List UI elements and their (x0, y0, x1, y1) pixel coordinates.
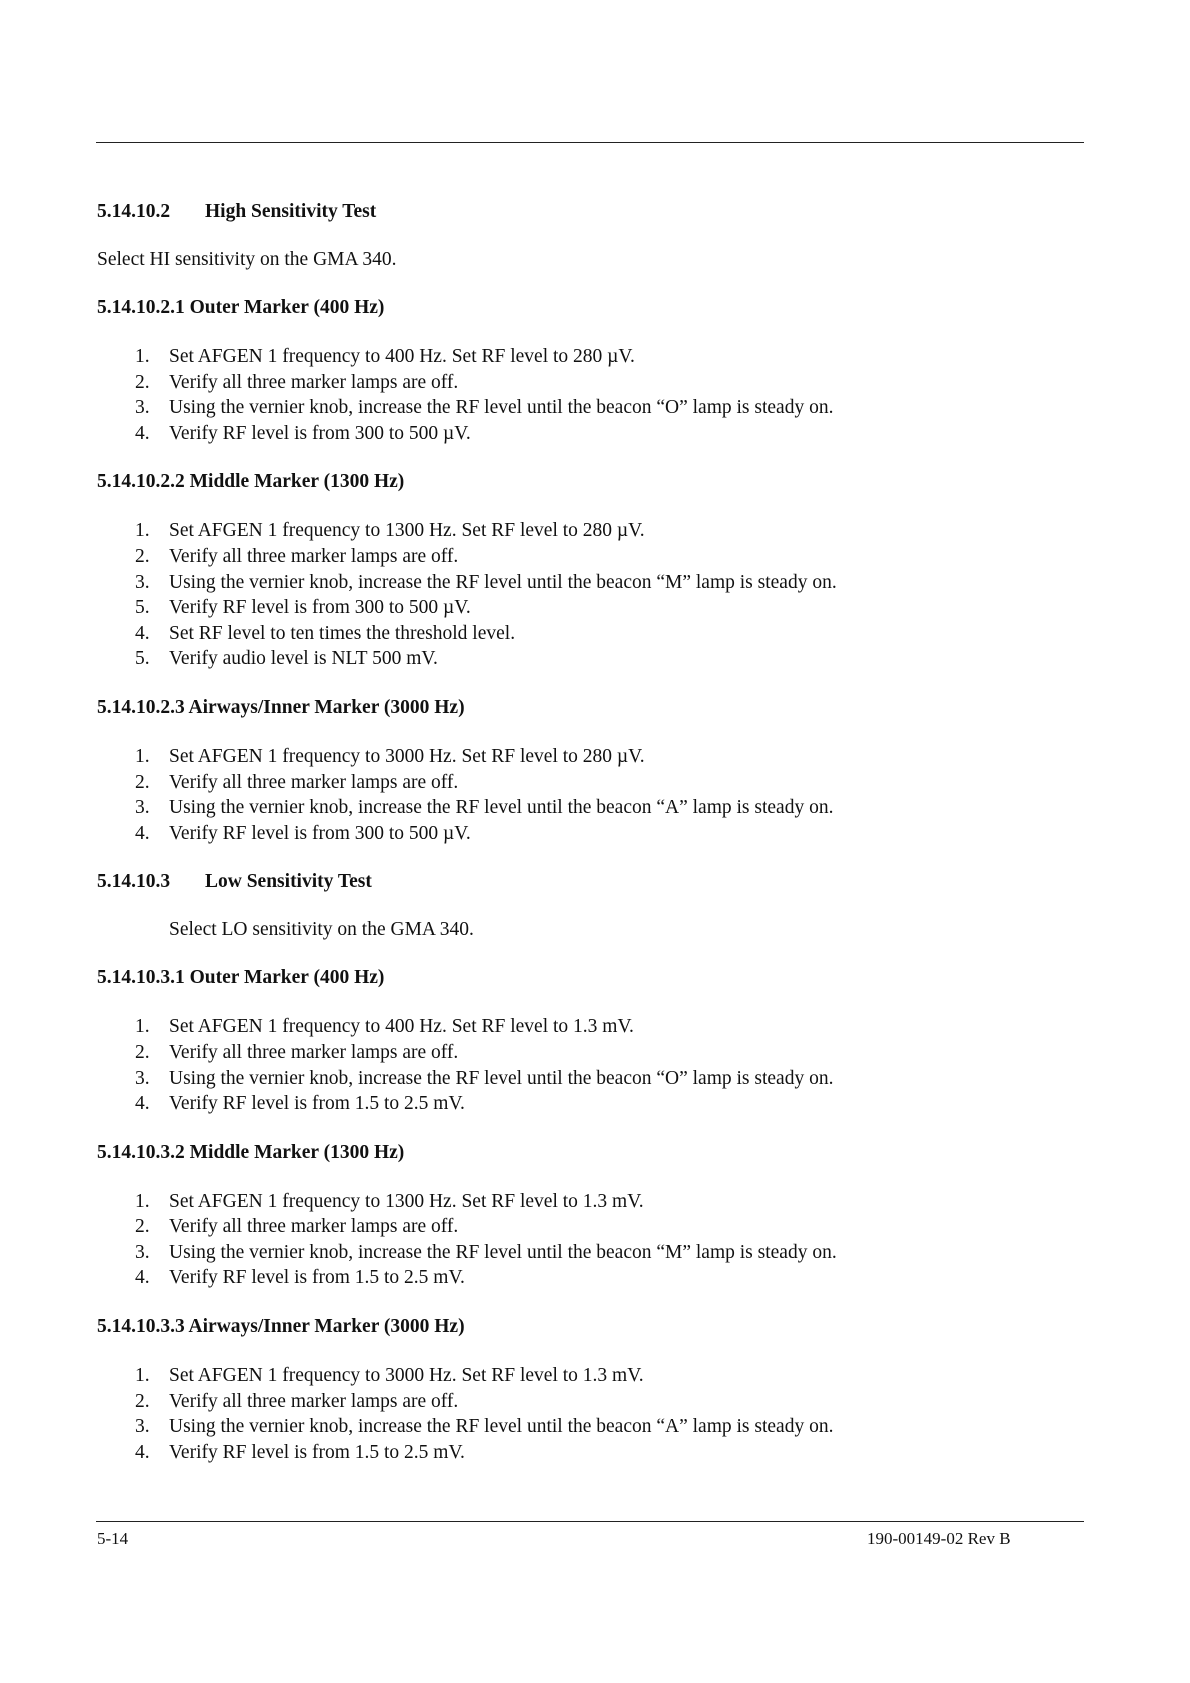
step-list (97, 1014, 1087, 1116)
footer-rule (96, 1521, 1084, 1522)
step-number: 3. (135, 1067, 150, 1089)
list-item (97, 1240, 1087, 1266)
step-text: Set AFGEN 1 frequency to 400 Hz. Set RF level to 1.3 mV. (169, 1016, 634, 1038)
step-text: Using the vernier knob, increase the RF level until the beacon “A” lamp is steady on. (169, 1416, 834, 1438)
step-number: 2. (135, 771, 150, 793)
list-item (97, 621, 1087, 647)
subsection-heading: 5.14.10.3.1 Outer Marker (400 Hz) (97, 967, 385, 989)
step-number: 4. (135, 1267, 150, 1289)
spacer (97, 894, 1087, 918)
spacer (97, 224, 1087, 248)
list-item (97, 570, 1087, 596)
step-text: Set AFGEN 1 frequency to 1300 Hz. Set RF level to 280 µV. (169, 520, 645, 542)
list-item (97, 1189, 1087, 1215)
step-number: 5. (135, 648, 150, 670)
step-text: Verify audio level is NLT 500 mV. (169, 648, 438, 670)
document-number: 190-00149-02 Rev B (867, 1529, 1011, 1548)
step-text: Verify RF level is from 300 to 500 µV. (169, 822, 471, 844)
list-item (97, 1389, 1087, 1415)
step-number: 3. (135, 1241, 150, 1263)
step-number: 2. (135, 1041, 150, 1063)
page-number: 5-14 (97, 1529, 129, 1548)
list-item (97, 1363, 1087, 1389)
list-item (97, 770, 1087, 796)
list-item (97, 646, 1087, 672)
step-text: Set AFGEN 1 frequency to 400 Hz. Set RF level to 280 µV. (169, 346, 635, 367)
spacer (97, 720, 1087, 744)
step-number: 2. (135, 545, 150, 567)
section-number: 5.14.10.2 (97, 201, 171, 222)
step-number: 5. (135, 597, 150, 619)
list-item (97, 370, 1087, 396)
step-text: Verify RF level is from 300 to 500 µV. (169, 597, 471, 619)
step-text: Using the vernier knob, increase the RF level until the beacon “M” lamp is steady on. (169, 571, 837, 593)
section-heading (97, 870, 1087, 894)
section-number: 5.14.10.3 (97, 871, 171, 893)
step-text: Using the vernier knob, increase the RF level until the beacon “O” lamp is steady on. (169, 1067, 834, 1089)
subsection-heading: 5.14.10.3.2 Middle Marker (1300 Hz) (97, 1141, 405, 1163)
section-title: High Sensitivity Test (205, 201, 377, 222)
step-number: 3. (135, 797, 150, 819)
header-rule (96, 142, 1084, 143)
step-list (97, 1189, 1087, 1291)
spacer (97, 1291, 1087, 1315)
list-item (97, 1440, 1087, 1466)
step-list (97, 518, 1087, 672)
section-heading (97, 200, 1087, 224)
subsection-heading: 5.14.10.2.1 Outer Marker (400 Hz) (97, 297, 385, 318)
step-text: Using the vernier knob, increase the RF level until the beacon “M” lamp is steady on. (169, 1241, 837, 1263)
step-text: Verify all three marker lamps are off. (169, 1041, 459, 1063)
document-body (97, 200, 1087, 1465)
list-item (97, 1214, 1087, 1240)
list-item (97, 395, 1087, 421)
list-item (97, 1414, 1087, 1440)
list-item (97, 744, 1087, 770)
step-number: 1. (135, 1190, 150, 1212)
step-number: 3. (135, 1416, 150, 1438)
step-number: 2. (135, 1390, 150, 1412)
step-number: 4. (135, 1093, 150, 1115)
list-item (97, 1091, 1087, 1117)
step-text: Set AFGEN 1 frequency to 1300 Hz. Set RF level to 1.3 mV. (169, 1190, 644, 1212)
spacer (97, 320, 1087, 344)
list-item (97, 1040, 1087, 1066)
list-item (97, 1066, 1087, 1092)
list-item (97, 544, 1087, 570)
step-number: 1. (135, 1365, 150, 1387)
step-text: Verify RF level is from 1.5 to 2.5 mV. (169, 1267, 465, 1289)
step-text: Using the vernier knob, increase the RF level until the beacon “A” lamp is steady on. (169, 797, 834, 819)
list-item (97, 421, 1087, 447)
spacer (97, 846, 1087, 870)
list-item (97, 595, 1087, 621)
step-number: 1. (135, 1016, 150, 1038)
step-text: Verify all three marker lamps are off. (169, 371, 459, 393)
spacer (97, 1117, 1087, 1141)
step-text: Verify all three marker lamps are off. (169, 545, 459, 567)
step-list (97, 1363, 1087, 1465)
step-text: Verify all three marker lamps are off. (169, 771, 459, 793)
step-text: Verify all three marker lamps are off. (169, 1390, 459, 1412)
step-text: Set AFGEN 1 frequency to 3000 Hz. Set RF level to 1.3 mV. (169, 1365, 644, 1387)
list-item (97, 1265, 1087, 1291)
subsection-heading: 5.14.10.2.3 Airways/Inner Marker (3000 Hz) (97, 696, 465, 718)
spacer (97, 1165, 1087, 1189)
step-number: 1. (135, 745, 150, 767)
step-text: Set AFGEN 1 frequency to 3000 Hz. Set RF level to 280 µV. (169, 745, 645, 767)
step-text: Verify all three marker lamps are off. (169, 1216, 459, 1238)
list-item (97, 1014, 1087, 1040)
step-text: Verify RF level is from 300 to 500 µV. (169, 422, 471, 444)
spacer (97, 446, 1087, 470)
step-number: 1. (135, 346, 150, 367)
step-number: 3. (135, 397, 150, 419)
step-text: Using the vernier knob, increase the RF level until the beacon “O” lamp is steady on. (169, 397, 834, 419)
subsection-heading: 5.14.10.3.3 Airways/Inner Marker (3000 Hz) (97, 1316, 465, 1338)
spacer (97, 672, 1087, 696)
spacer (97, 1339, 1087, 1363)
step-number: 4. (135, 622, 150, 644)
spacer (97, 272, 1087, 296)
step-number: 2. (135, 1216, 150, 1238)
spacer (97, 942, 1087, 966)
paragraph: Select HI sensitivity on the GMA 340. (97, 249, 397, 270)
subsection-heading: 5.14.10.2.2 Middle Marker (1300 Hz) (97, 471, 405, 493)
step-list (97, 344, 1087, 446)
paragraph: Select LO sensitivity on the GMA 340. (169, 919, 474, 941)
step-number: 4. (135, 1441, 150, 1463)
step-number: 3. (135, 571, 150, 593)
list-item (97, 821, 1087, 847)
step-text: Set RF level to ten times the threshold level. (169, 622, 516, 644)
list-item (97, 518, 1087, 544)
step-number: 4. (135, 822, 150, 844)
step-text: Verify RF level is from 1.5 to 2.5 mV. (169, 1441, 465, 1463)
section-title: Low Sensitivity Test (205, 871, 372, 893)
step-number: 4. (135, 422, 150, 444)
spacer (97, 494, 1087, 518)
step-number: 2. (135, 371, 150, 393)
step-number: 1. (135, 520, 150, 542)
list-item (97, 344, 1087, 370)
step-list (97, 744, 1087, 846)
list-item (97, 795, 1087, 821)
spacer (97, 990, 1087, 1014)
step-text: Verify RF level is from 1.5 to 2.5 mV. (169, 1093, 465, 1115)
